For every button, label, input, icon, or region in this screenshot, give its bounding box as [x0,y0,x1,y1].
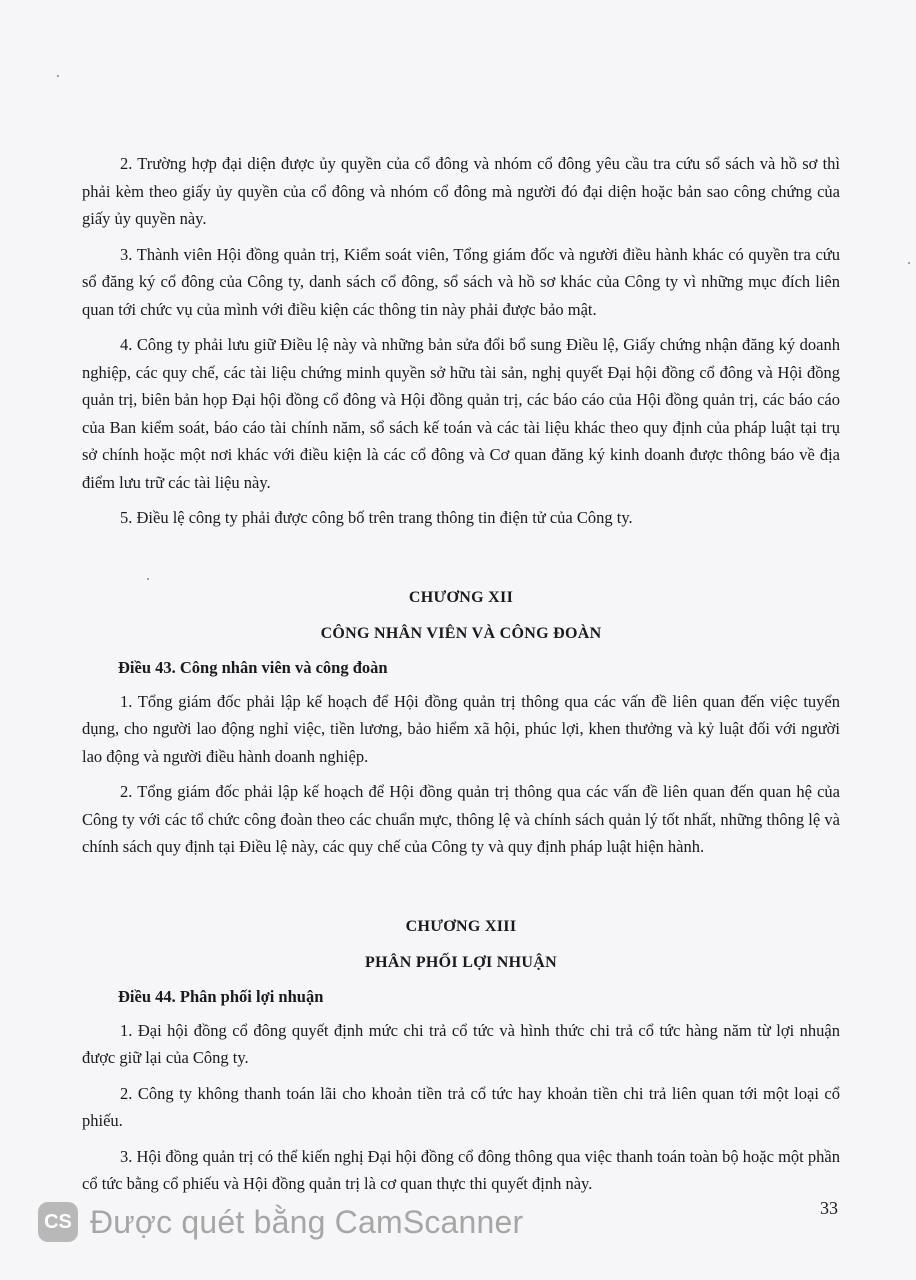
chapter-title: CÔNG NHÂN VIÊN VÀ CÔNG ĐOÀN [320,624,602,642]
document-body [82,150,840,1206]
paragraph: 1. Tổng giám đốc phải lập kế hoạch để Hội đồng quản trị thông qua các vấn đề liên quan đến việc tuyển dụng, cho người lao động nghỉ việc, tiền lương, bảo hiểm xã hội, phúc lợi, khen thưởng và kỷ luật đối với người lao động và người điều hành doanh nghiệp. [82,691,840,766]
scan-speck [908,262,910,264]
paragraph: 2. Tổng giám đốc phải lập kế hoạch để Hội đồng quản trị thông qua các vấn đề liên quan đến quan hệ của Công ty với các tổ chức công đoàn theo các chuẩn mực, thông lệ và chính sách quản lý tốt nhất, những thông lệ và chính sách quy định tại Điều lệ này, các quy chế của Công ty và quy định pháp luật hiện hành. [82,782,840,856]
chapter-number: CHƯƠNG XIII [405,917,517,935]
paragraph: 3. Hội đồng quản trị có thể kiến nghị Đại hội đồng cổ đông thông qua việc thanh toán toàn bộ hoặc một phần cổ tức bằng cổ phiếu và Hội đồng quản trị là cơ quan thực thi quyết định này. [82,1146,840,1193]
paragraph: 5. Điều lệ công ty phải được công bố trên trang thông tin điện tử của Công ty. [120,508,633,527]
paragraph: 2. Công ty không thanh toán lãi cho khoản tiền trả cổ tức hay khoản tiền chi trả liên quan tới một loại cổ phiếu. [82,1083,840,1130]
paragraph: 4. Công ty phải lưu giữ Điều lệ này và những bản sửa đổi bổ sung Điều lệ, Giấy chứng nhận đăng ký doanh nghiệp, các quy chế, các tài liệu chứng minh quyền sở hữu tài sản, nghị quyết Đại hội đồng cổ đông và Hội đồng quản trị, biên bản họp Đại hội đồng cổ đông và Hội đồng quản trị, các báo cáo của Hội đồng quản trị, các báo cáo của Ban kiểm soát, báo cáo tài chính năm, sổ sách kế toán và các tài liệu khác theo quy định của pháp luật tại trụ sở chính hoặc một nơi khác với điều kiện là các cổ đông và Cơ quan đăng ký kinh doanh được thông báo về địa điểm lưu trữ các tài liệu này. [82,335,840,492]
chapter-number: CHƯƠNG XII [408,588,514,606]
page-number: 33 [820,1198,838,1218]
watermark-text: Được quét bằng CamScanner [90,1203,524,1240]
paragraph: 3. Thành viên Hội đồng quản trị, Kiểm soát viên, Tổng giám đốc và người điều hành khác có quyền tra cứu sổ đăng ký cổ đông của Công ty, danh sách cổ đông, sổ sách và hồ sơ khác của Công ty vì những mục đích liên quan tới chức vụ của mình với điều kiện các thông tin này phải được bảo mật. [82,244,840,319]
paragraph: 2. Trường hợp đại diện được ủy quyền của cổ đông và nhóm cổ đông yêu cầu tra cứu sổ sách và hồ sơ thì phải kèm theo giấy ủy quyền của cổ đông và nhóm cổ đông mà người đó đại diện hoặc bản sao công chứng của giấy ủy quyền này. [82,154,840,228]
chapter-title: PHÂN PHỐI LỢI NHUẬN [365,953,557,971]
scan-speck [57,75,59,77]
paragraph: 1. Đại hội đồng cổ đông quyết định mức chi trả cổ tức và hình thức chi trả cổ tức hàng năm từ lợi nhuận được giữ lại của Công ty. [82,1020,840,1067]
article-heading: Điều 44. Phân phối lợi nhuận [118,986,324,1006]
camscanner-logo-icon: CS [38,1202,78,1242]
article-heading: Điều 43. Công nhân viên và công đoàn [118,657,388,677]
scan-speck [147,578,149,580]
camscanner-watermark [38,1202,523,1242]
